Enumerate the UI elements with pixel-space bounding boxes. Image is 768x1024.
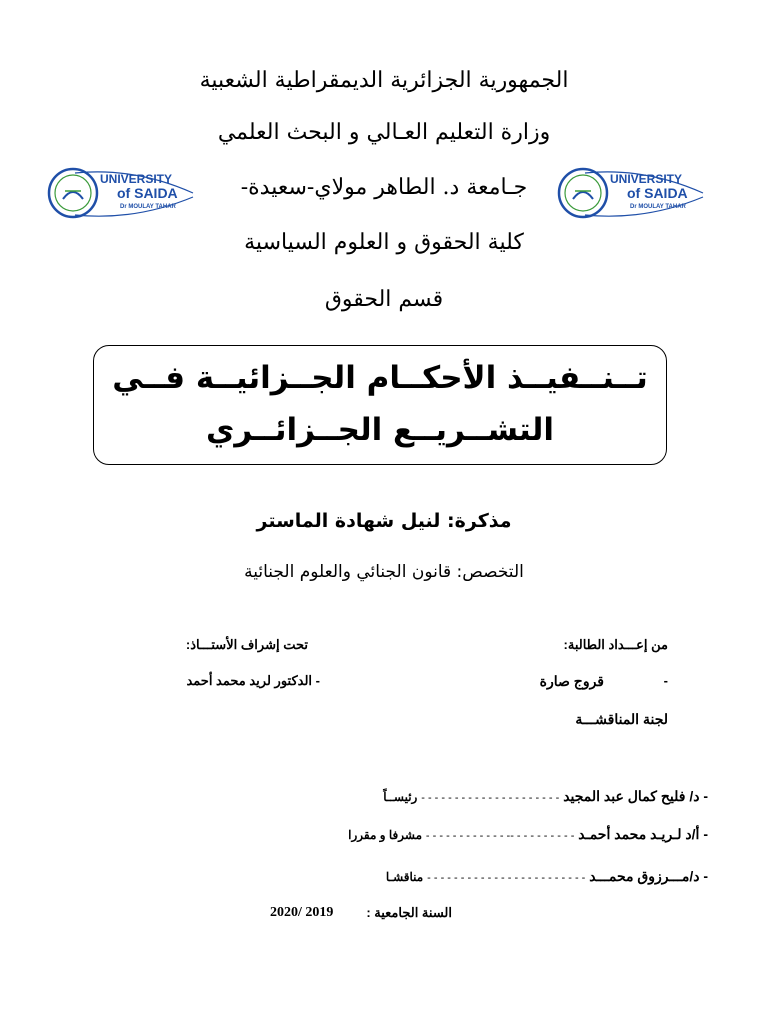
- logo-line3: Dr MOULAY TAHAR: [120, 204, 176, 210]
- thesis-type: مذكرة: لنيل شهادة الماستر: [256, 510, 512, 532]
- logo-line1: UNIVERSITY: [100, 172, 173, 186]
- faculty-heading: كلية الحقوق و العلوم السياسية: [244, 230, 524, 255]
- university-logo-left: [45, 163, 195, 223]
- department-heading: قسم الحقوق: [324, 287, 444, 312]
- member-name: - د/ فليح كمال عبد المجيد: [563, 788, 708, 804]
- logo-line2: of SAIDA: [117, 185, 178, 201]
- thesis-title-box: [93, 345, 667, 465]
- logo-line2: of SAIDA: [627, 185, 688, 201]
- supervisor-name: - الدكتور لريد محمد أحمد: [186, 673, 320, 688]
- student-dash: -: [663, 673, 668, 688]
- academic-year-label: السنة الجامعية :: [366, 905, 452, 920]
- member-name: - أ/د لـريـد محمد أحمـد: [578, 826, 708, 842]
- university-logo-right: [555, 163, 705, 223]
- member-name: - د/مـــرزوق محمـــد: [589, 868, 708, 884]
- republic-heading: الجمهورية الجزائرية الديمقراطية الشعبية: [199, 68, 569, 93]
- university-heading: جـامعة د. الطاهر مولاي-سعيدة-: [240, 175, 528, 200]
- supervisor-label: تحت إشراف الأستـــاذ:: [185, 637, 308, 652]
- member-dots: - - - - - - - - - - - - - - - - - - - - -: [421, 792, 560, 804]
- ministry-heading: وزارة التعليم العـالي و البحث العلمي: [217, 120, 551, 145]
- member-dots: - - - - - - - - - -- - - - - - - - - - - - -: [425, 830, 575, 842]
- thesis-title-line2: التشــريــع الجــزائــري: [206, 412, 554, 448]
- logo-line3: Dr MOULAY TAHAR: [630, 204, 686, 210]
- member-dots: - - - - - - - - - - - - - - - - - - - - - - - -: [427, 872, 586, 884]
- academic-year-value: 2020/ 2019: [270, 905, 334, 920]
- student-label: من إعـــداد الطالبة:: [563, 637, 668, 652]
- thesis-title-line1: تــنــفيــذ الأحكــام الجــزائيــة فــي: [112, 360, 648, 396]
- committee-member-2: [348, 826, 708, 843]
- member-role: مشرفا و مقررا: [348, 828, 423, 842]
- committee-member-3: [386, 868, 708, 885]
- logo-line1: UNIVERSITY: [610, 172, 683, 186]
- committee-heading: لجنة المناقشـــة: [575, 711, 668, 727]
- student-name: قروج صارة: [539, 673, 604, 689]
- member-role: رئيســاً: [383, 790, 418, 804]
- thesis-specialty: التخصص: قانون الجنائي والعلوم الجنائية: [244, 562, 524, 582]
- committee-member-1: [383, 788, 708, 805]
- member-role: مناقشـا: [385, 870, 424, 884]
